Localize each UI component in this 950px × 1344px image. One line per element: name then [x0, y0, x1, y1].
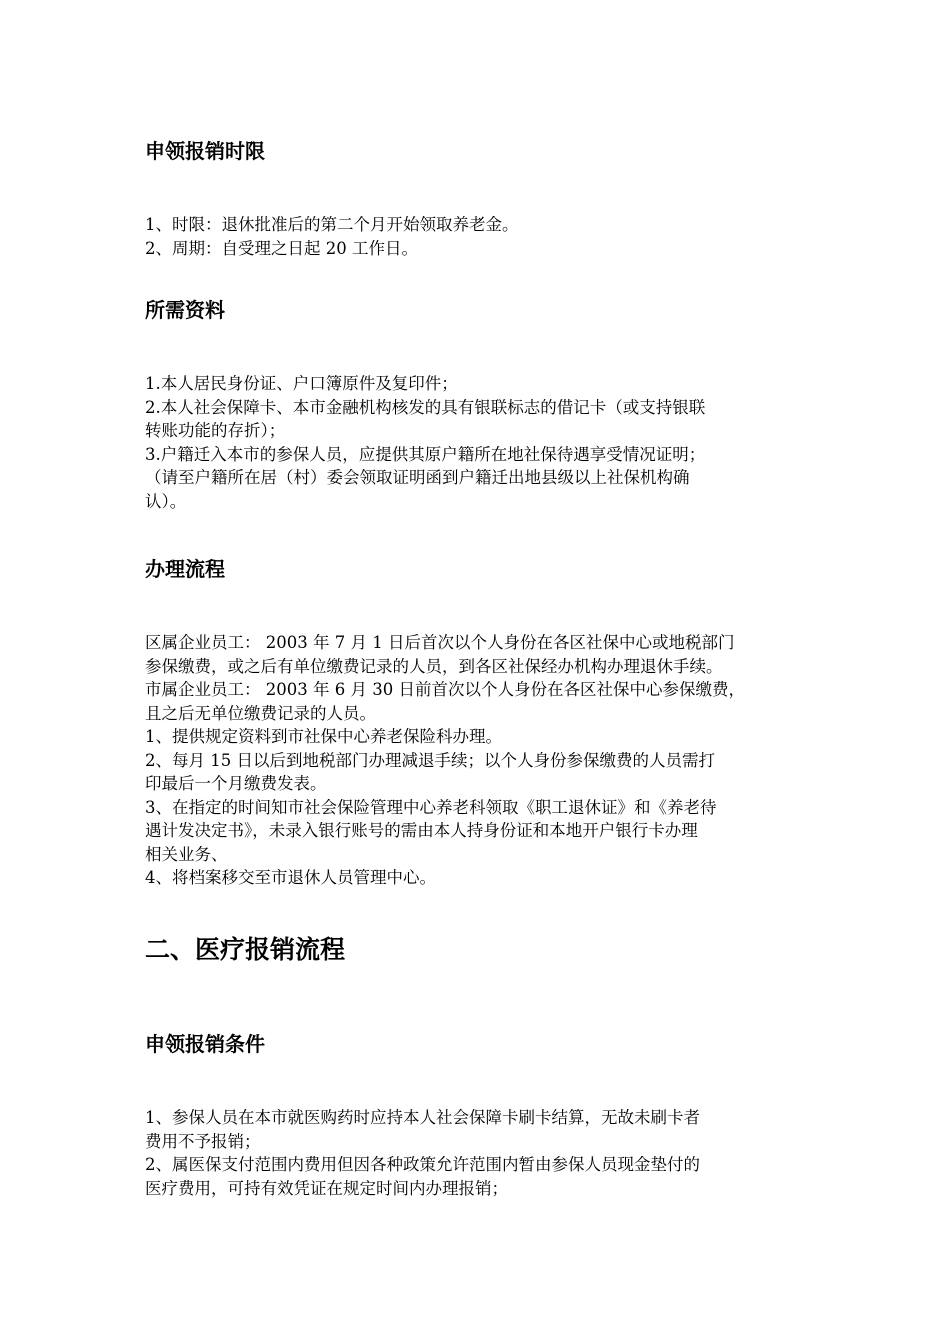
list-item: （请至户籍所在居（村）委会领取证明函到户籍迁出地县级以上社保机构确 — [145, 468, 690, 487]
list-item: 2、周期：自受理之日起 20 工作日。 — [145, 238, 418, 258]
list-item: 2.本人社会保障卡、本市金融机构核发的具有银联标志的借记卡（或支持银联 — [145, 397, 706, 417]
list-item: 1.本人居民身份证、户口簿原件及复印件； — [145, 374, 458, 393]
list-item: 医疗费用，可持有效凭证在规定时间内办理报销； — [145, 1178, 508, 1198]
list-item: 1、时限：退休批准后的第二个月开始领取养老金。 — [145, 215, 519, 234]
list-item: 1、提供规定资料到市社保中心养老保险科办理。 — [145, 727, 502, 746]
list-item: 3.户籍迁入本市的参保人员，应提供其原户籍所在地社保待遇享受情况证明； — [145, 444, 706, 464]
heading-time-limit: 申领报销时限 — [145, 139, 265, 163]
list-item: 1、参保人员在本市就医购药时应持本人社会保障卡刷卡结算，无故未刷卡者 — [145, 1108, 700, 1127]
list-item: 区属企业员工： 2003 年 7 月 1 日后首次以个人身份在各区社保中心或地税部门 — [145, 633, 735, 652]
process-list — [145, 631, 825, 890]
list-item: 市属企业员工： 2003 年 6 月 30 日前首次以个人身份在各区社保中心参保缴费， — [145, 680, 745, 699]
list-item: 相关业务、 — [145, 844, 228, 864]
list-item: 印最后一个月缴费发表。 — [145, 774, 327, 793]
list-item: 遇计发决定书》，未录入银行账号的需由本人持身份证和本地开户银行卡办理 — [145, 821, 698, 840]
list-item: 转账功能的存折）； — [145, 421, 286, 440]
list-item: 4、将档案移交至市退休人员管理中心。 — [145, 868, 436, 887]
list-item: 2、每月 15 日以后到地税部门办理减退手续；以个人身份参保缴费的人员需打 — [145, 750, 715, 770]
heading-conditions: 申领报销条件 — [145, 1032, 265, 1056]
list-item: 费用不予报销； — [145, 1131, 261, 1151]
materials-list — [145, 372, 825, 513]
list-item: 2、属医保支付范围内费用但因各种政策允许范围内暂由参保人员现金垫付的 — [145, 1155, 700, 1174]
conditions-list — [145, 1106, 825, 1200]
heading-materials: 所需资料 — [145, 298, 225, 322]
heading-medical-process: 二、医疗报销流程 — [145, 935, 346, 964]
heading-process: 办理流程 — [145, 557, 225, 581]
list-item: 且之后无单位缴费记录的人员。 — [145, 703, 376, 723]
list-item: 认）。 — [145, 491, 187, 511]
time-limit-list — [145, 213, 825, 260]
list-item: 参保缴费，或之后有单位缴费记录的人员，到各区社保经办机构办理退休手续。 — [145, 656, 723, 676]
list-item: 3、在指定的时间知市社会保险管理中心养老科领取《职工退休证》和《养老待 — [145, 797, 717, 817]
